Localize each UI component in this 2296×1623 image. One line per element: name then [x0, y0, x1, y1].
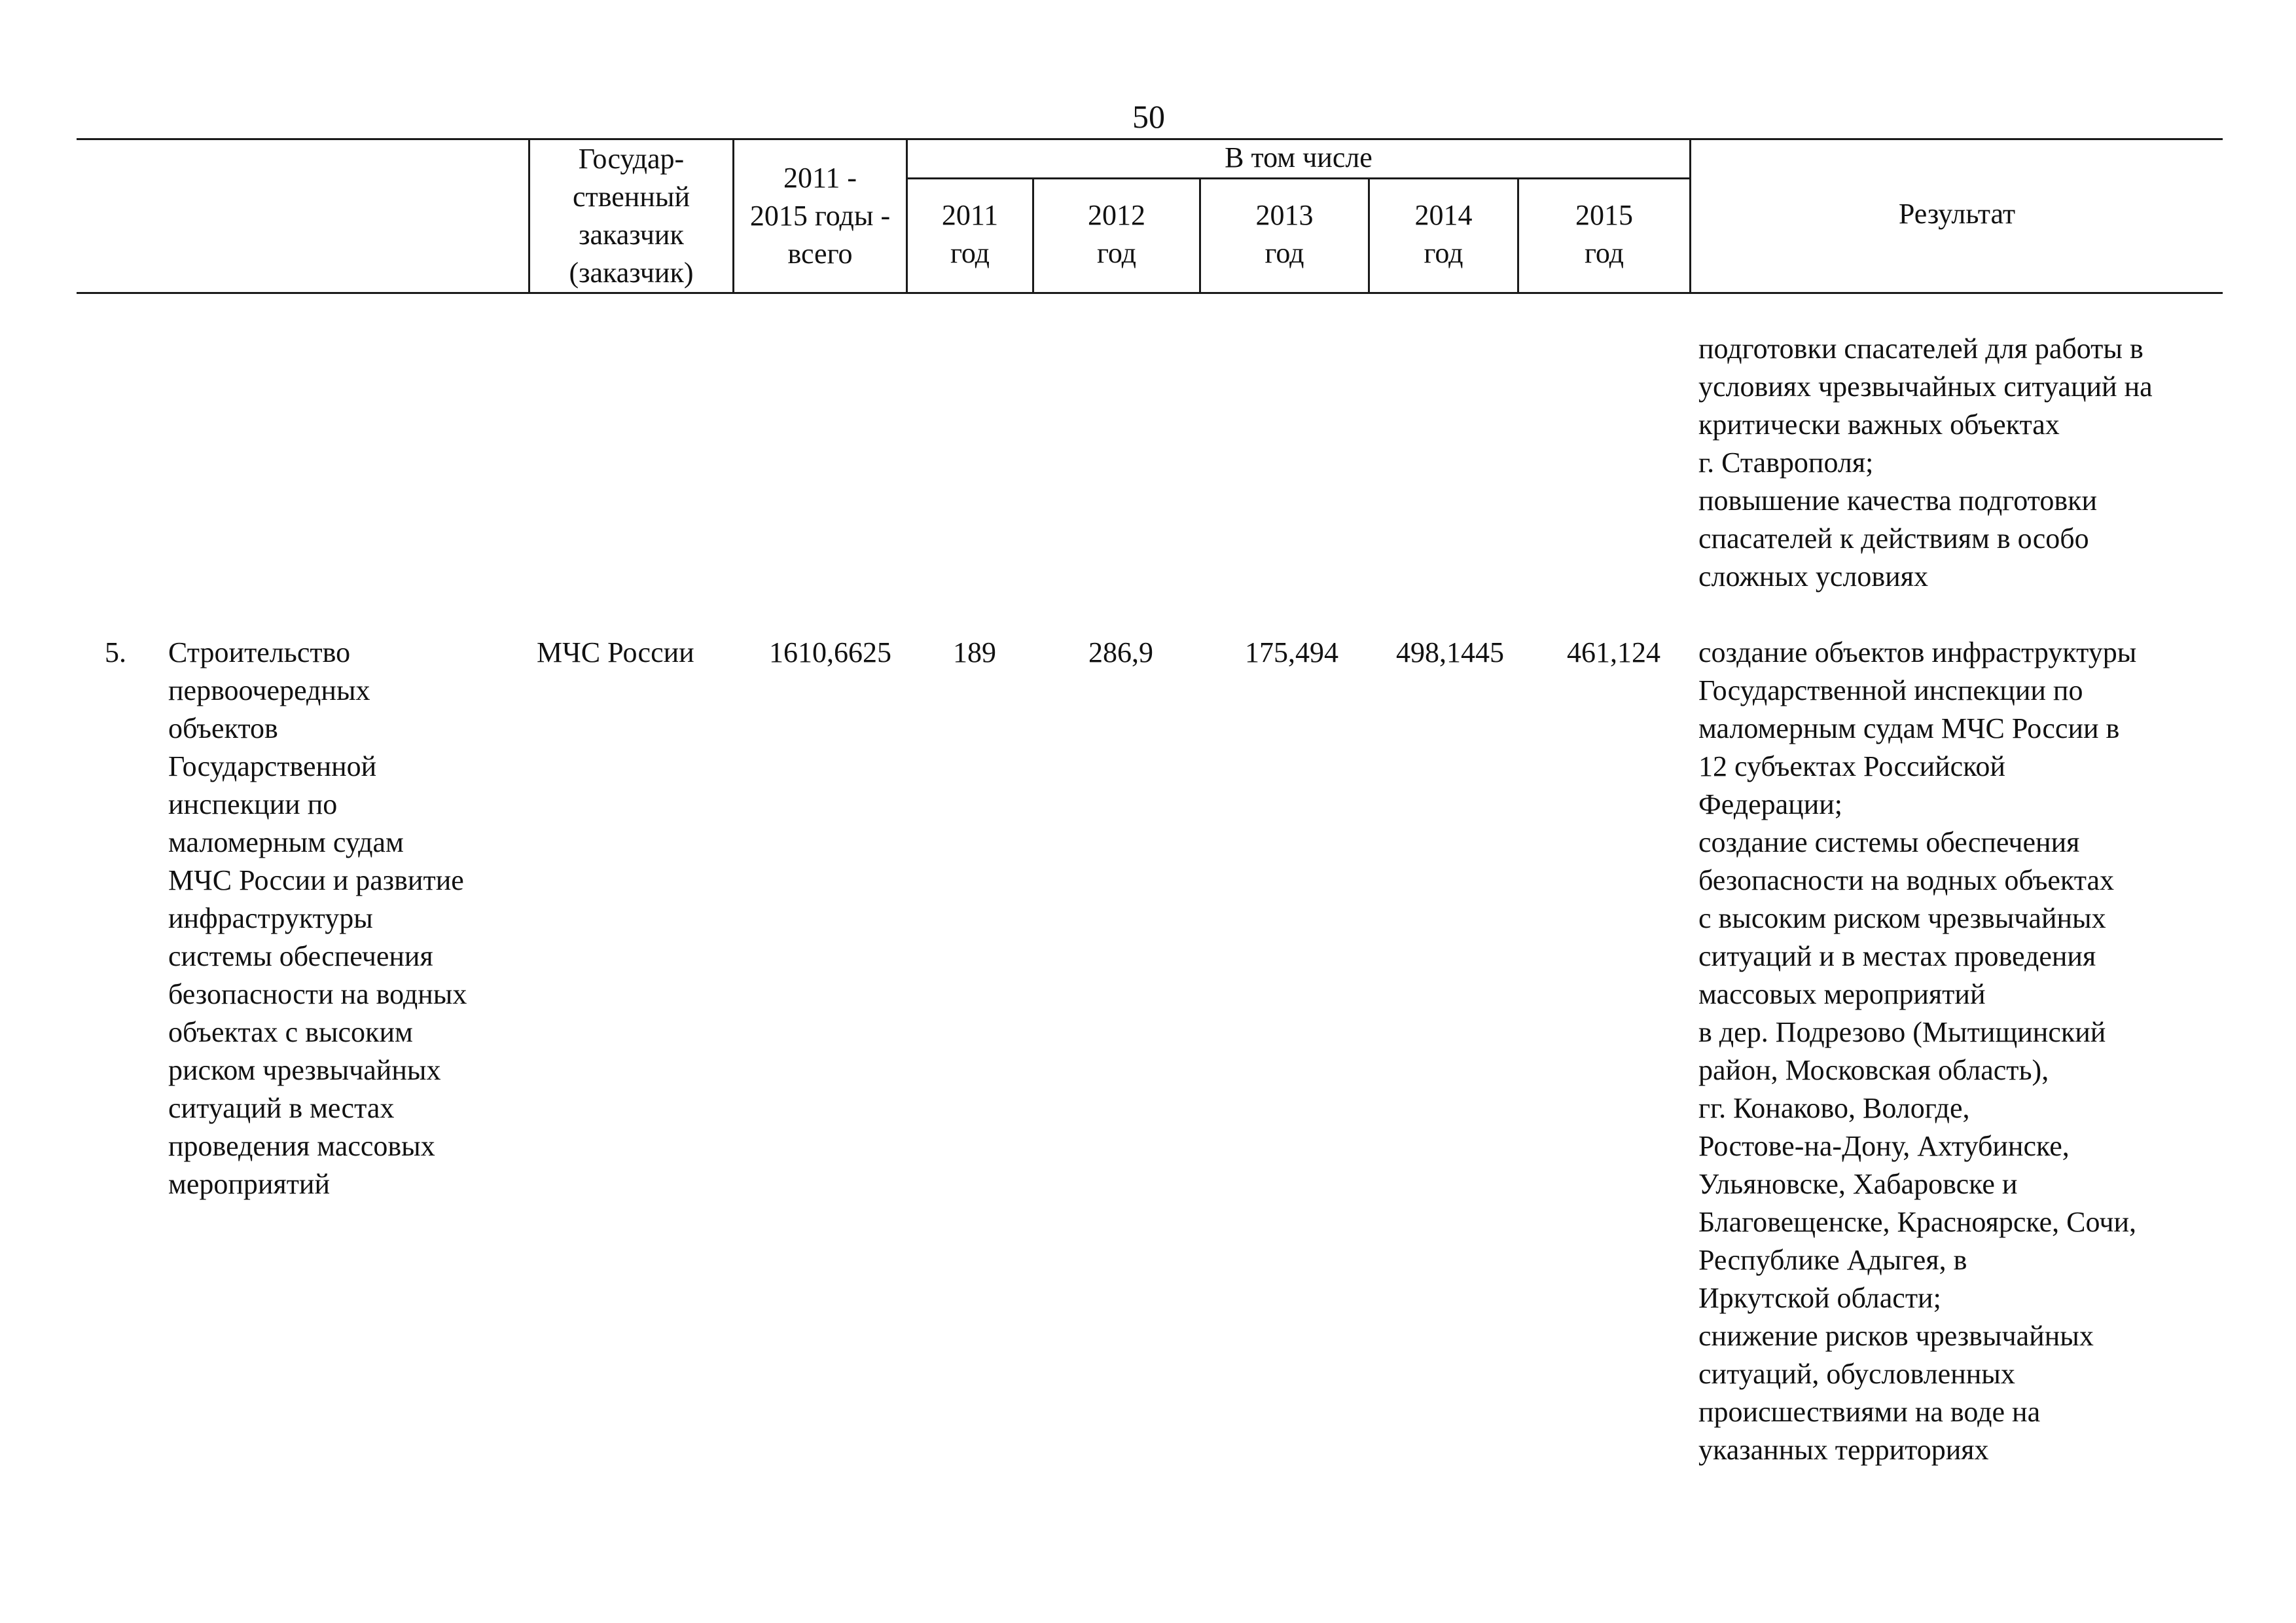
- name-line: системы обеспечения: [168, 940, 433, 972]
- header-total-line: всего: [787, 238, 853, 270]
- header-total-line: 2011 -: [783, 162, 857, 194]
- row-2012: 286,9: [1088, 636, 1153, 668]
- header-customer: [530, 140, 732, 292]
- result-line: Республике Адыгея, в: [1698, 1244, 1967, 1276]
- header-year-label: 2012: [1088, 199, 1145, 231]
- header-year-unit: год: [1265, 237, 1304, 269]
- header-customer-line: ственный: [572, 181, 690, 213]
- result-line: происшествиями на воде на: [1698, 1396, 2041, 1428]
- result-line: подготовки спасателей для работы в: [1698, 333, 2144, 365]
- result-line: создание системы обеспечения: [1698, 826, 2080, 858]
- result-line: Благовещенске, Красноярске, Сочи,: [1698, 1206, 2137, 1238]
- result-line: в дер. Подрезово (Мытищинский: [1698, 1016, 2106, 1048]
- header-customer-line: Государ-: [578, 143, 685, 175]
- result-line: сложных условиях: [1698, 560, 1928, 593]
- name-line: риском чрезвычайных: [168, 1054, 441, 1086]
- name-line: объектах с высоким: [168, 1016, 413, 1048]
- header-year-unit: год: [1584, 237, 1624, 269]
- result-line: Федерации;: [1698, 788, 1843, 820]
- row-2014: 498,1445: [1396, 636, 1504, 668]
- name-line: инспекции по: [168, 788, 338, 820]
- page-number: 50: [1132, 98, 1165, 135]
- header-year-2013: [1201, 196, 1368, 272]
- header-including: В том числе: [1225, 141, 1372, 173]
- header-customer-line: заказчик: [579, 219, 684, 251]
- header-total-line: 2015 годы -: [749, 200, 891, 232]
- name-line: Государственной: [168, 750, 377, 782]
- result-line: безопасности на водных объектах: [1698, 864, 2114, 896]
- header-customer-line: (заказчик): [569, 257, 694, 289]
- name-line: мероприятий: [168, 1168, 331, 1200]
- result-line: маломерным судам МЧС России в: [1698, 712, 2120, 744]
- result-line: указанных территориях: [1698, 1434, 1989, 1466]
- result-line: массовых мероприятий: [1698, 978, 1986, 1010]
- continuation-result: [1698, 330, 2222, 596]
- result-line: район, Московская область),: [1698, 1054, 2049, 1086]
- result-line: снижение рисков чрезвычайных: [1698, 1320, 2094, 1352]
- result-line: спасателей к действиям в особо: [1698, 522, 2089, 555]
- row-2011: 189: [953, 636, 996, 668]
- name-line: МЧС России и развитие: [168, 864, 464, 896]
- header-year-2012: [1034, 196, 1199, 272]
- name-line: безопасности на водных: [168, 978, 467, 1010]
- result-line: Иркутской области;: [1698, 1282, 1941, 1314]
- name-line: проведения массовых: [168, 1130, 435, 1162]
- result-line: ситуаций, обусловленных: [1698, 1358, 2015, 1390]
- result-line: ситуаций и в местах проведения: [1698, 940, 2096, 972]
- row-2015: 461,124: [1567, 636, 1660, 668]
- result-line: создание объектов инфраструктуры: [1698, 636, 2137, 668]
- result-line: условиях чрезвычайных ситуаций на: [1698, 371, 2153, 403]
- name-line: первоочередных: [168, 674, 370, 706]
- result-line: 12 субъектах Российской: [1698, 750, 2005, 782]
- table-header-bottom-rule: [77, 292, 2223, 294]
- header-total: [734, 140, 906, 292]
- header-year-unit: год: [950, 237, 990, 269]
- header-year-label: 2013: [1255, 199, 1314, 231]
- row-customer: МЧС России: [537, 636, 694, 668]
- header-year-label: 2014: [1414, 199, 1473, 231]
- row-result: [1698, 634, 2222, 1469]
- header-result: Результат: [1898, 198, 2016, 230]
- header-year-2014: [1370, 196, 1517, 272]
- name-line: Строительство: [168, 636, 351, 668]
- result-line: с высоким риском чрезвычайных: [1698, 902, 2106, 934]
- header-year-label: 2015: [1575, 199, 1633, 231]
- row-total: 1610,6625: [769, 636, 891, 668]
- name-line: ситуаций в местах: [168, 1092, 395, 1124]
- result-line: повышение качества подготовки: [1698, 484, 2098, 517]
- header-year-2011: [908, 196, 1032, 272]
- name-line: объектов: [168, 712, 278, 744]
- result-line: Ростове-на-Дону, Ахтубинске,: [1698, 1130, 2070, 1162]
- name-line: инфраструктуры: [168, 902, 373, 934]
- header-year-unit: год: [1096, 237, 1137, 269]
- result-line: критически важных объектах: [1698, 409, 2060, 441]
- header-year-label: 2011: [941, 199, 999, 231]
- header-year-unit: год: [1424, 237, 1463, 269]
- name-line: маломерным судам: [168, 826, 404, 858]
- result-line: Государственной инспекции по: [1698, 674, 2083, 706]
- row-number: 5.: [105, 636, 126, 668]
- header-year-2015: [1519, 196, 1689, 272]
- row-2013: 175,494: [1245, 636, 1338, 668]
- result-line: гг. Конаково, Вологде,: [1698, 1092, 1970, 1124]
- result-line: Ульяновске, Хабаровске и: [1698, 1168, 2018, 1200]
- row-name: [168, 634, 522, 1203]
- subheader-rule: [906, 177, 1689, 179]
- result-line: г. Ставрополя;: [1698, 447, 1874, 479]
